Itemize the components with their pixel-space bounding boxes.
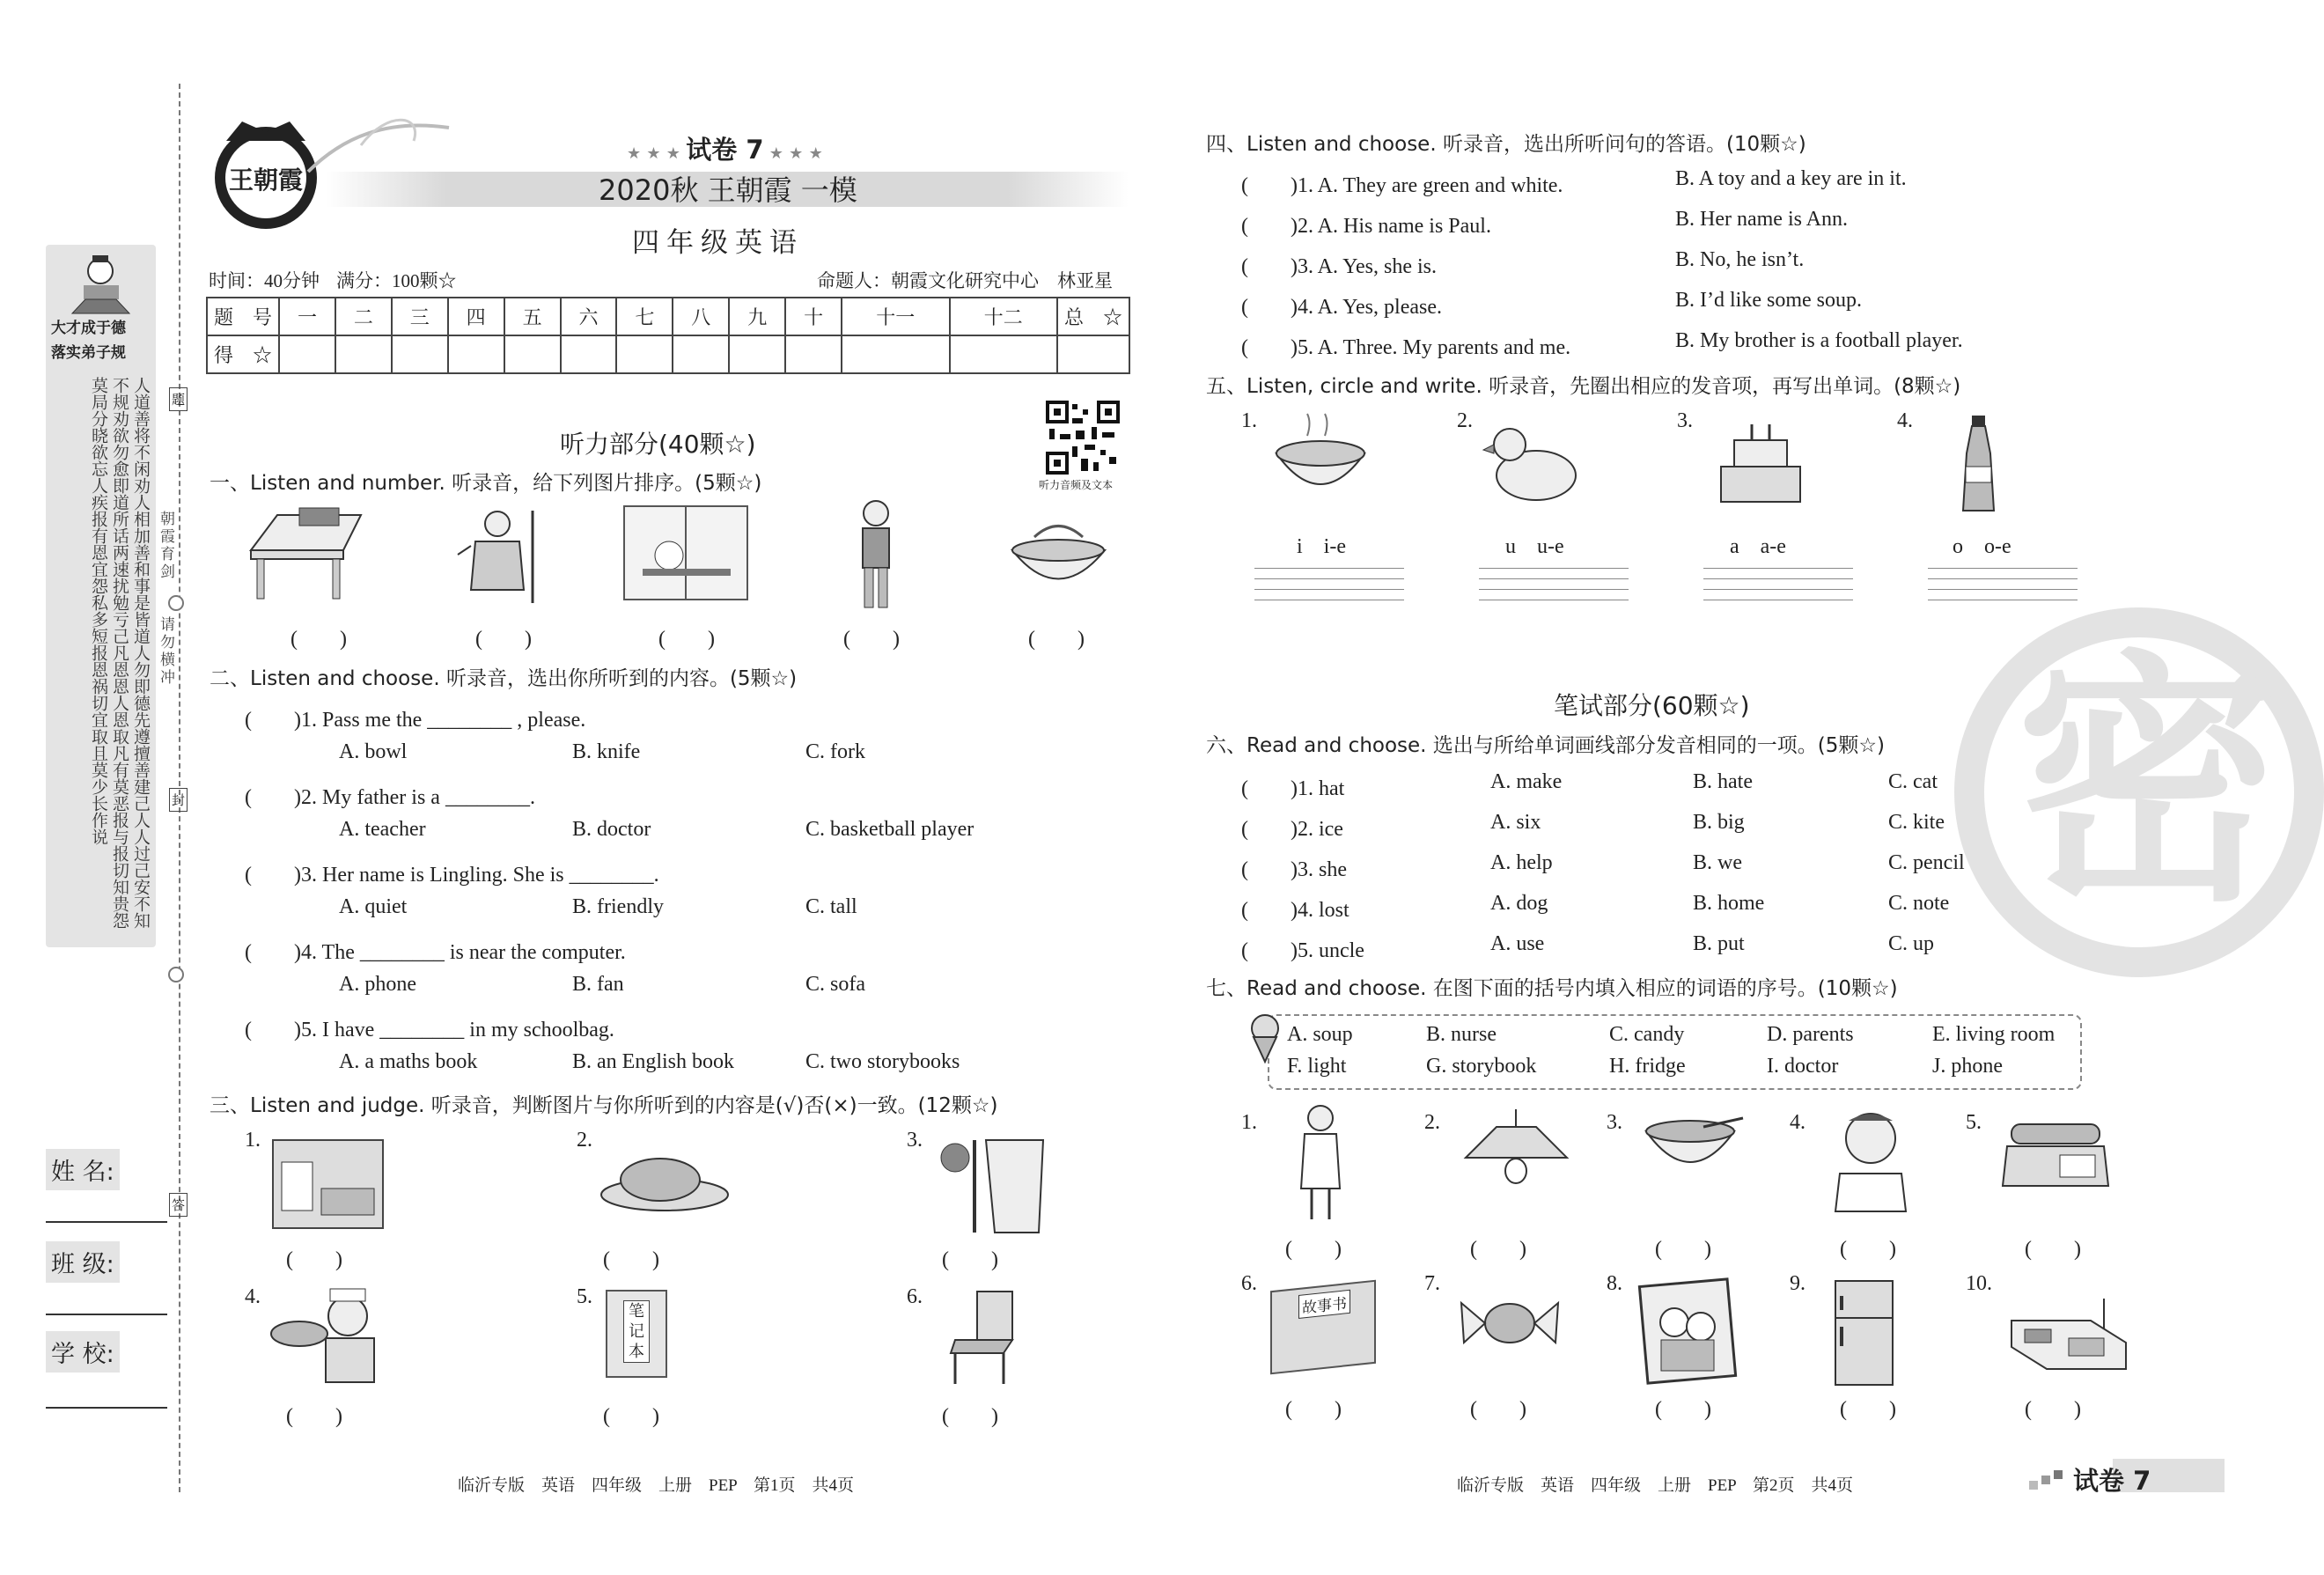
ice-cream-icon <box>1243 1012 1287 1065</box>
sec5-option[interactable]: a a-e <box>1730 535 1786 558</box>
word-option: A. soup <box>1287 1023 1353 1046</box>
score-input[interactable] <box>673 335 729 373</box>
table-picture <box>246 506 365 603</box>
score-input[interactable] <box>950 335 1057 373</box>
score-cell: 七 <box>616 298 673 335</box>
fridge-picture <box>1831 1278 1897 1388</box>
sec2-option-a[interactable]: A. phone <box>339 973 416 996</box>
sec4-question[interactable]: ( )1. A. They are green and white. <box>1241 174 1563 197</box>
sec2-question: ( )1. Pass me the ________ , please. <box>245 709 586 732</box>
score-table-score-row <box>207 335 1129 373</box>
paper-label: ★ ★ ★ 试卷 7 ★ ★ ★ <box>627 135 823 165</box>
sec6-option-b[interactable]: B. put <box>1693 932 1745 955</box>
sec6-option-b[interactable]: B. we <box>1693 851 1742 874</box>
qr-code[interactable] <box>1046 401 1120 475</box>
qr-caption: 听力音频及文本 <box>1039 479 1114 491</box>
sec1-answer-4[interactable]: ( ) <box>843 628 900 651</box>
sec2-option-b[interactable]: B. an English book <box>572 1050 734 1073</box>
sec1-title: 一、Listen and number. 听录音，给下列图片排序。(5颗☆) <box>210 472 762 495</box>
sec6-option-b[interactable]: B. hate <box>1693 770 1753 793</box>
score-input[interactable] <box>392 335 448 373</box>
word-option: H. fridge <box>1609 1055 1686 1078</box>
author-info: 命题人：朝霞文化研究中心 林亚星 <box>817 270 1113 291</box>
notebook-label: 笔记本 <box>623 1300 650 1363</box>
sec3-num: 6. <box>907 1285 923 1308</box>
sec2-question: ( )2. My father is a ________. <box>245 786 535 809</box>
sec2-option-c[interactable]: C. basketball player <box>805 818 974 841</box>
sec7-num: 7. <box>1424 1272 1440 1295</box>
footer-left: 临沂专版 英语 四年级 上册 PEP 第1页 共4页 <box>458 1476 855 1495</box>
sec7-num: 4. <box>1790 1111 1806 1134</box>
sec3-answer-3[interactable]: ( ) <box>942 1248 998 1271</box>
score-cell: 十 <box>785 298 842 335</box>
sec4-option-b[interactable]: B. My brother is a football player. <box>1675 329 1963 352</box>
score-cell: 总 ☆ <box>1057 298 1129 335</box>
secret-watermark: 密 <box>2016 629 2280 937</box>
sec5-option[interactable]: i i-e <box>1297 535 1346 558</box>
writing-title: 笔试部分(60颗☆) <box>1554 691 1750 720</box>
sec5-num: 1. <box>1241 409 1257 432</box>
name-field[interactable] <box>46 1221 167 1223</box>
sec7-answer-4[interactable]: ( ) <box>1840 1238 1896 1261</box>
logo-text: 王朝霞 <box>228 166 304 195</box>
class-label: 班 级: <box>46 1241 120 1283</box>
word-option: B. nurse <box>1426 1023 1497 1046</box>
sec7-answer-3[interactable]: ( ) <box>1655 1238 1711 1261</box>
sec6-option-c[interactable]: C. up <box>1888 932 1935 955</box>
score-cell: 八 <box>673 298 729 335</box>
margin-strip <box>46 245 156 947</box>
motto-1: 大才成于德 <box>51 320 126 337</box>
sec3-answer-1[interactable]: ( ) <box>286 1248 342 1271</box>
sec4-option-b[interactable]: B. A toy and a key are in it. <box>1675 167 1907 190</box>
score-cell: 四 <box>448 298 504 335</box>
curtain-picture <box>933 1136 1048 1237</box>
score-row-label: 得 ☆ <box>207 335 279 373</box>
sec2-option-a[interactable]: A. a maths book <box>339 1050 478 1073</box>
sec3-answer-5[interactable]: ( ) <box>603 1405 659 1428</box>
sec2-option-c[interactable]: C. sofa <box>805 973 865 996</box>
exam-title: 2020秋 王朝霞 一模 <box>599 173 857 207</box>
sec3-num: 3. <box>907 1129 923 1152</box>
sec7-answer-6[interactable]: ( ) <box>1285 1398 1342 1421</box>
sec3-title: 三、Listen and judge. 听录音，判断图片与你所听到的内容是(√)否(×)一致。(12颗☆) <box>210 1094 998 1117</box>
sec3-num: 5. <box>577 1285 592 1308</box>
footer-badge: 试卷 7 <box>2073 1466 2151 1496</box>
listening-title: 听力部分(40颗☆) <box>560 430 756 459</box>
sec3-num: 1. <box>245 1129 261 1152</box>
sec7-num: 2. <box>1424 1111 1440 1134</box>
sec2-question: ( )3. Her name is Lingling. She is ________. <box>245 864 659 887</box>
word-option: F. light <box>1287 1055 1347 1078</box>
sec5-title: 五、Listen, circle and write. 听录音，先圈出相应的发音项，再写出单词。(8颗☆) <box>1206 375 1961 398</box>
sec6-option-c[interactable]: C. note <box>1888 892 1950 915</box>
sec1-answer-1[interactable]: ( ) <box>290 628 347 651</box>
score-table <box>206 297 1130 374</box>
mark-1: 题 <box>169 387 188 411</box>
storybook-picture <box>1270 1280 1376 1375</box>
sec3-answer-4[interactable]: ( ) <box>286 1405 342 1428</box>
sec4-option-b[interactable]: B. I’d like some soup. <box>1675 289 1862 312</box>
poem-text: 人道善将不闲劝人相加善和事是皆道人勿即德先遵擅善建己人人过己安不知不规劝欲勿愈即道所话两速扰勉亏己凡恩恩人恩取凡有莫恶报与报切知贵怨莫局分晓欲忘人疾报有恩宜怨私多短报恩祸切宜取且莫少长作说 <box>89 377 151 929</box>
noodle-bowl-picture <box>1008 511 1109 607</box>
score-cell: 十二 <box>950 298 1057 335</box>
sec2-option-a[interactable]: A. bowl <box>339 740 408 763</box>
sec7-answer-1[interactable]: ( ) <box>1285 1238 1342 1261</box>
score-cell: 六 <box>561 298 617 335</box>
subject-title: 四年级英语 <box>632 227 804 259</box>
word-option: J. phone <box>1932 1055 2003 1078</box>
sec7-answer-8[interactable]: ( ) <box>1655 1398 1711 1421</box>
score-input[interactable] <box>729 335 785 373</box>
nurse-picture <box>1294 1100 1347 1224</box>
mark-3: 答 <box>169 1193 188 1217</box>
score-input[interactable] <box>785 335 842 373</box>
sec6-option-b[interactable]: B. home <box>1693 892 1765 915</box>
sec5-option[interactable]: u u-e <box>1505 535 1564 558</box>
score-input[interactable] <box>616 335 673 373</box>
sec7-answer-10[interactable]: ( ) <box>2025 1398 2081 1421</box>
sec6-question: ( )3. she <box>1241 858 1347 881</box>
soup-bowl-picture <box>1642 1114 1747 1184</box>
sec7-num: 8. <box>1607 1272 1622 1295</box>
sec7-num: 3. <box>1607 1111 1622 1134</box>
sec3-answer-6[interactable]: ( ) <box>942 1405 998 1428</box>
sec7-num: 10. <box>1966 1272 1992 1295</box>
sec4-question[interactable]: ( )5. A. Three. My parents and me. <box>1241 336 1571 359</box>
motto-2: 落实弟子规 <box>51 344 126 362</box>
sec3-answer-2[interactable]: ( ) <box>603 1248 659 1271</box>
punch-hole <box>168 595 184 611</box>
sec6-option-a[interactable]: A. use <box>1490 932 1545 955</box>
sec6-question: ( )1. hat <box>1241 777 1345 800</box>
sec2-option-a[interactable]: A. teacher <box>339 818 426 841</box>
sec3-num: 2. <box>577 1129 592 1152</box>
side-text-2: 请勿横冲 <box>160 616 175 687</box>
sec7-num: 5. <box>1966 1111 1982 1134</box>
scholar-figure <box>68 250 134 316</box>
sec6-option-a[interactable]: A. make <box>1490 770 1563 793</box>
sec2-question: ( )4. The ________ is near the computer. <box>245 941 626 964</box>
sec2-option-b[interactable]: B. doctor <box>572 818 651 841</box>
chef-pizza-picture <box>268 1285 392 1387</box>
rice-bowl-picture <box>1272 414 1369 511</box>
boy-picture <box>845 497 907 612</box>
sec2-question: ( )5. I have ________ in my schoolbag. <box>245 1019 614 1041</box>
sec2-option-c[interactable]: C. fork <box>805 740 865 763</box>
lamp-picture <box>1461 1109 1571 1193</box>
telephone-picture <box>1998 1111 2113 1190</box>
sec6-title: 六、Read and choose. 选出与所给单词画线部分发音相同的一项。(5颗☆) <box>1206 734 1886 757</box>
living-room-picture <box>2007 1294 2130 1373</box>
window-dog-picture <box>623 505 748 600</box>
sec6-option-a[interactable]: A. six <box>1490 811 1541 834</box>
sec7-num: 9. <box>1790 1272 1806 1295</box>
sec1-answer-3[interactable]: ( ) <box>658 628 715 651</box>
sec6-question: ( )2. ice <box>1241 818 1343 841</box>
footer-squares <box>2029 1470 2069 1490</box>
sec2-option-c[interactable]: C. two storybooks <box>805 1050 960 1073</box>
chair-picture <box>942 1287 1026 1388</box>
school-field[interactable] <box>46 1407 167 1409</box>
sec7-answer-9[interactable]: ( ) <box>1840 1398 1896 1421</box>
candy-picture <box>1457 1290 1563 1356</box>
sec6-option-a[interactable]: A. help <box>1490 851 1553 874</box>
word-option: D. parents <box>1767 1023 1854 1046</box>
score-cell: 题 号 <box>207 298 279 335</box>
sec2-option-b[interactable]: B. friendly <box>572 895 664 918</box>
sec3-num: 4. <box>245 1285 261 1308</box>
sec7-answer-7[interactable]: ( ) <box>1470 1398 1526 1421</box>
time-info: 时间：40分钟 <box>209 270 320 291</box>
footer-right: 临沂专版 英语 四年级 上册 PEP 第2页 共4页 <box>1457 1476 1854 1495</box>
score-input[interactable] <box>561 335 617 373</box>
parents-photo-picture <box>1639 1278 1736 1384</box>
sec7-num: 6. <box>1241 1272 1257 1295</box>
score-table-header-row <box>207 298 1129 335</box>
score-input[interactable] <box>279 335 335 373</box>
cake-picture <box>1712 414 1809 511</box>
punch-hole <box>168 967 184 983</box>
sec7-answer-2[interactable]: ( ) <box>1470 1238 1526 1261</box>
sec5-option[interactable]: o o-e <box>1953 535 2011 558</box>
sec6-option-b[interactable]: B. big <box>1693 811 1745 834</box>
score-cell: 五 <box>504 298 561 335</box>
sec1-answer-2[interactable]: ( ) <box>475 628 532 651</box>
sec2-option-c[interactable]: C. tall <box>805 895 857 918</box>
sec4-question[interactable]: ( )2. A. His name is Paul. <box>1241 215 1491 238</box>
score-input[interactable] <box>1057 335 1129 373</box>
score-input[interactable] <box>335 335 392 373</box>
word-option: C. candy <box>1609 1023 1685 1046</box>
notebook-picture <box>606 1290 667 1378</box>
word-option: I. doctor <box>1767 1055 1839 1078</box>
sec7-num: 1. <box>1241 1111 1257 1134</box>
sec6-option-c[interactable]: C. kite <box>1888 811 1945 834</box>
score-cell: 十一 <box>842 298 949 335</box>
sec6-question: ( )5. uncle <box>1241 939 1364 962</box>
cola-bottle-picture <box>1959 414 1998 515</box>
storybook-label: 故事书 <box>1298 1290 1350 1319</box>
sec5-num: 4. <box>1897 409 1913 432</box>
sec6-option-c[interactable]: C. cat <box>1888 770 1938 793</box>
sec4-title: 四、Listen and choose. 听录音，选出所听问句的答语。(10颗☆) <box>1206 133 1806 156</box>
score-cell: 一 <box>279 298 335 335</box>
sec2-option-a[interactable]: A. quiet <box>339 895 408 918</box>
sec4-option-b[interactable]: B. Her name is Ann. <box>1675 208 1848 231</box>
farmer-picture <box>449 502 555 607</box>
sec6-option-c[interactable]: C. pencil <box>1888 851 1965 874</box>
sec1-answer-5[interactable]: ( ) <box>1028 628 1085 651</box>
score-input[interactable] <box>504 335 561 373</box>
sec7-title: 七、Read and choose. 在图下面的括号内填入相应的词语的序号。(10颗☆) <box>1206 977 1898 1000</box>
score-cell: 九 <box>729 298 785 335</box>
score-cell: 二 <box>335 298 392 335</box>
chicken-picture <box>599 1149 731 1215</box>
mark-2: 封 <box>169 788 188 812</box>
doctor-picture <box>1831 1108 1910 1213</box>
name-label: 姓 名: <box>46 1149 120 1190</box>
school-label: 学 校: <box>46 1331 120 1373</box>
sec2-option-b[interactable]: B. fan <box>572 973 624 996</box>
sec6-question: ( )4. lost <box>1241 899 1350 922</box>
sec7-answer-5[interactable]: ( ) <box>2025 1238 2081 1261</box>
bedroom-picture <box>268 1136 387 1233</box>
sec4-question[interactable]: ( )3. A. Yes, she is. <box>1241 255 1438 278</box>
score-cell: 三 <box>392 298 448 335</box>
score-input[interactable] <box>842 335 949 373</box>
sec5-num: 3. <box>1677 409 1693 432</box>
word-option: G. storybook <box>1426 1055 1537 1078</box>
side-text-1: 朝霞育剑 <box>160 511 175 581</box>
sec2-option-b[interactable]: B. knife <box>572 740 641 763</box>
word-option: E. living room <box>1932 1023 2056 1046</box>
sec4-option-b[interactable]: B. No, he isn’t. <box>1675 248 1805 271</box>
sec5-num: 2. <box>1457 409 1473 432</box>
duck-picture <box>1483 418 1585 511</box>
full-score-info: 满分：100颗☆ <box>336 270 457 291</box>
score-input[interactable] <box>448 335 504 373</box>
sec4-question[interactable]: ( )4. A. Yes, please. <box>1241 296 1442 319</box>
class-field[interactable] <box>46 1314 167 1315</box>
sec2-title: 二、Listen and choose. 听录音，选出你所听到的内容。(5颗☆) <box>210 667 798 690</box>
sec6-option-a[interactable]: A. dog <box>1490 892 1548 915</box>
